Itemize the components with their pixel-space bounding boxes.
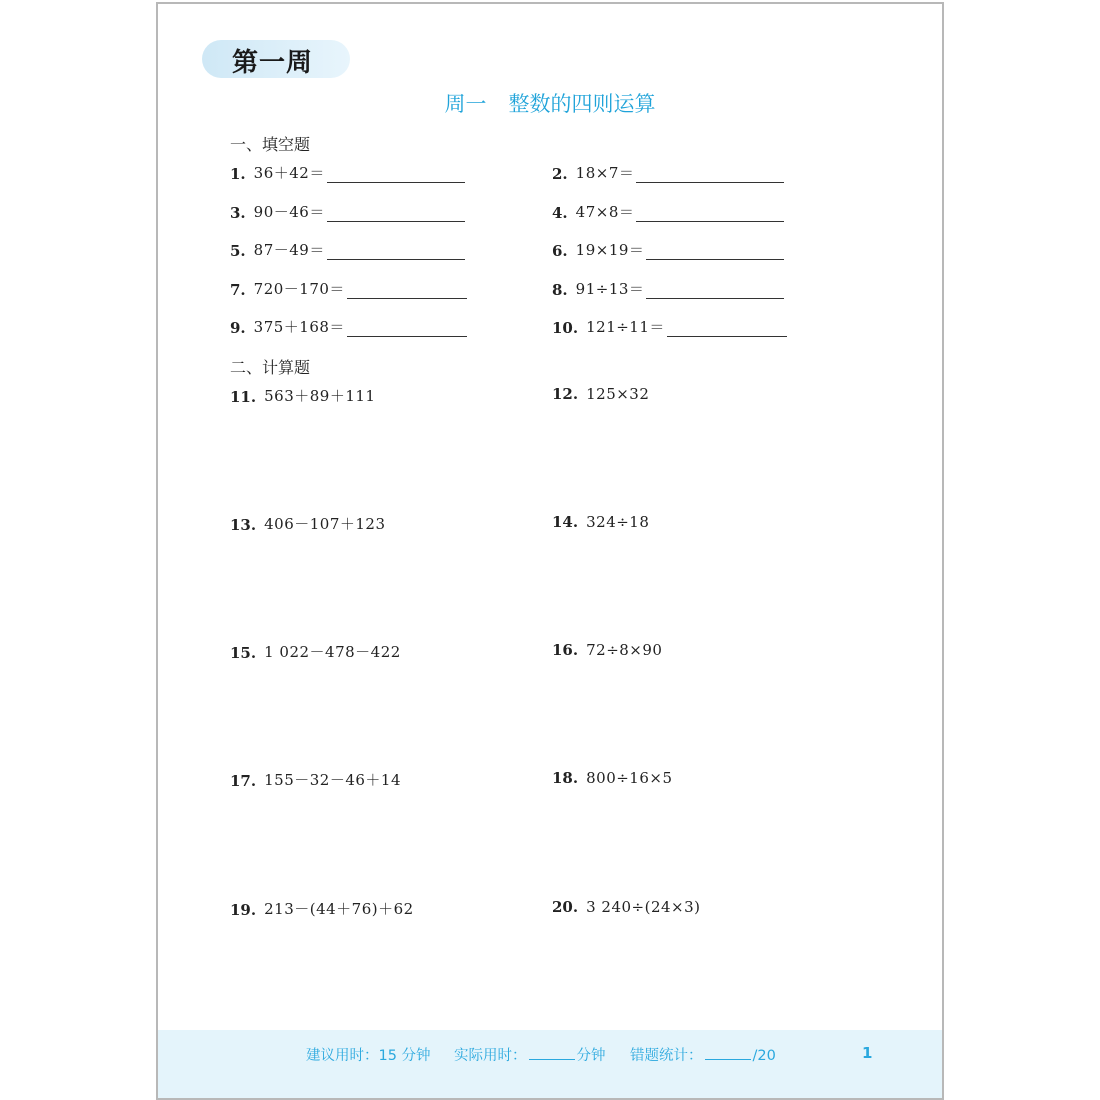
suggested-time: 建议用时：15 分钟 [306, 1048, 431, 1064]
question-expression: 121÷11＝ [586, 318, 665, 336]
question-expression: 1 022－478－422 [264, 643, 401, 661]
answer-blank[interactable] [327, 168, 465, 183]
week-badge-label: 第一周 [232, 48, 314, 78]
answer-blank[interactable] [646, 245, 784, 260]
question-expression: 3 240÷(24×3) [586, 898, 701, 916]
question-number: 1. [230, 165, 246, 183]
calc-question-16 [552, 641, 662, 659]
question-number: 12. [552, 385, 579, 403]
calc-question-17 [230, 769, 401, 790]
calc-question-13 [230, 513, 386, 534]
question-expression: 406－107＋123 [264, 515, 386, 533]
question-number: 19. [230, 901, 257, 919]
fill-question-10 [552, 316, 787, 337]
question-number: 18. [552, 769, 579, 787]
fill-question-5 [230, 239, 465, 260]
question-number: 10. [552, 319, 579, 337]
fill-question-3 [230, 201, 465, 222]
error-count-total: /20 [752, 1048, 776, 1064]
question-expression: 91÷13＝ [575, 280, 645, 298]
week-badge [202, 40, 350, 78]
question-number: 4. [552, 204, 568, 222]
fill-question-2 [552, 162, 784, 183]
question-number: 16. [552, 641, 579, 659]
calc-question-14 [552, 513, 649, 531]
error-count-label: 错题统计： [630, 1048, 703, 1064]
answer-blank[interactable] [327, 207, 465, 222]
calc-question-15 [230, 641, 401, 662]
question-expression: 155－32－46＋14 [264, 771, 402, 789]
actual-time-label: 实际用时： [454, 1048, 527, 1064]
answer-blank[interactable] [667, 322, 787, 337]
question-number: 3. [230, 204, 246, 222]
title-topic: 整数的四则运算 [508, 92, 656, 116]
question-expression: 563＋89＋111 [264, 387, 376, 405]
calc-question-19 [230, 898, 414, 919]
question-number: 6. [552, 242, 568, 260]
footer-bar [158, 1030, 942, 1098]
answer-blank[interactable] [347, 284, 467, 299]
question-number: 14. [552, 513, 579, 531]
question-number: 11. [230, 388, 257, 406]
question-number: 8. [552, 281, 568, 299]
section-fill-heading: 一、填空题 [230, 135, 311, 154]
page-title [158, 88, 942, 118]
fill-question-7 [230, 278, 467, 299]
question-expression: 324÷18 [586, 513, 650, 531]
answer-blank[interactable] [646, 284, 784, 299]
question-expression: 87－49＝ [253, 241, 325, 259]
question-number: 15. [230, 644, 257, 662]
question-expression: 213－(44＋76)＋62 [264, 900, 414, 918]
question-number: 13. [230, 516, 257, 534]
section-calc-heading: 二、计算题 [230, 358, 311, 377]
calc-question-20 [552, 898, 701, 916]
question-number: 7. [230, 281, 246, 299]
answer-blank[interactable] [347, 322, 467, 337]
question-expression: 19×19＝ [575, 241, 645, 259]
question-number: 20. [552, 898, 579, 916]
question-expression: 36＋42＝ [253, 164, 325, 182]
fill-question-6 [552, 239, 784, 260]
actual-time-blank[interactable] [529, 1046, 575, 1060]
question-expression: 18×7＝ [575, 164, 635, 182]
fill-question-9 [230, 316, 467, 337]
actual-time-unit: 分钟 [576, 1048, 606, 1064]
actual-time [454, 1044, 606, 1065]
error-count [630, 1044, 776, 1065]
question-number: 9. [230, 319, 246, 337]
answer-blank[interactable] [636, 168, 784, 183]
calc-question-11 [230, 385, 375, 406]
answer-blank[interactable] [636, 207, 784, 222]
question-expression: 90－46＝ [253, 203, 325, 221]
fill-question-1 [230, 162, 465, 183]
question-number: 5. [230, 242, 246, 260]
question-expression: 800÷16×5 [586, 769, 673, 787]
worksheet-page [156, 2, 944, 1100]
question-expression: 125×32 [586, 385, 650, 403]
question-number: 2. [552, 165, 568, 183]
question-expression: 720－170＝ [253, 280, 345, 298]
fill-question-4 [552, 201, 784, 222]
title-day: 周一 [444, 92, 487, 116]
page-number: 1 [862, 1044, 873, 1062]
error-count-blank[interactable] [705, 1046, 751, 1060]
question-expression: 375＋168＝ [253, 318, 345, 336]
fill-question-8 [552, 278, 784, 299]
question-expression: 72÷8×90 [586, 641, 663, 659]
question-number: 17. [230, 772, 257, 790]
answer-blank[interactable] [327, 245, 465, 260]
calc-question-18 [552, 769, 673, 787]
question-expression: 47×8＝ [575, 203, 635, 221]
calc-question-12 [552, 385, 649, 403]
